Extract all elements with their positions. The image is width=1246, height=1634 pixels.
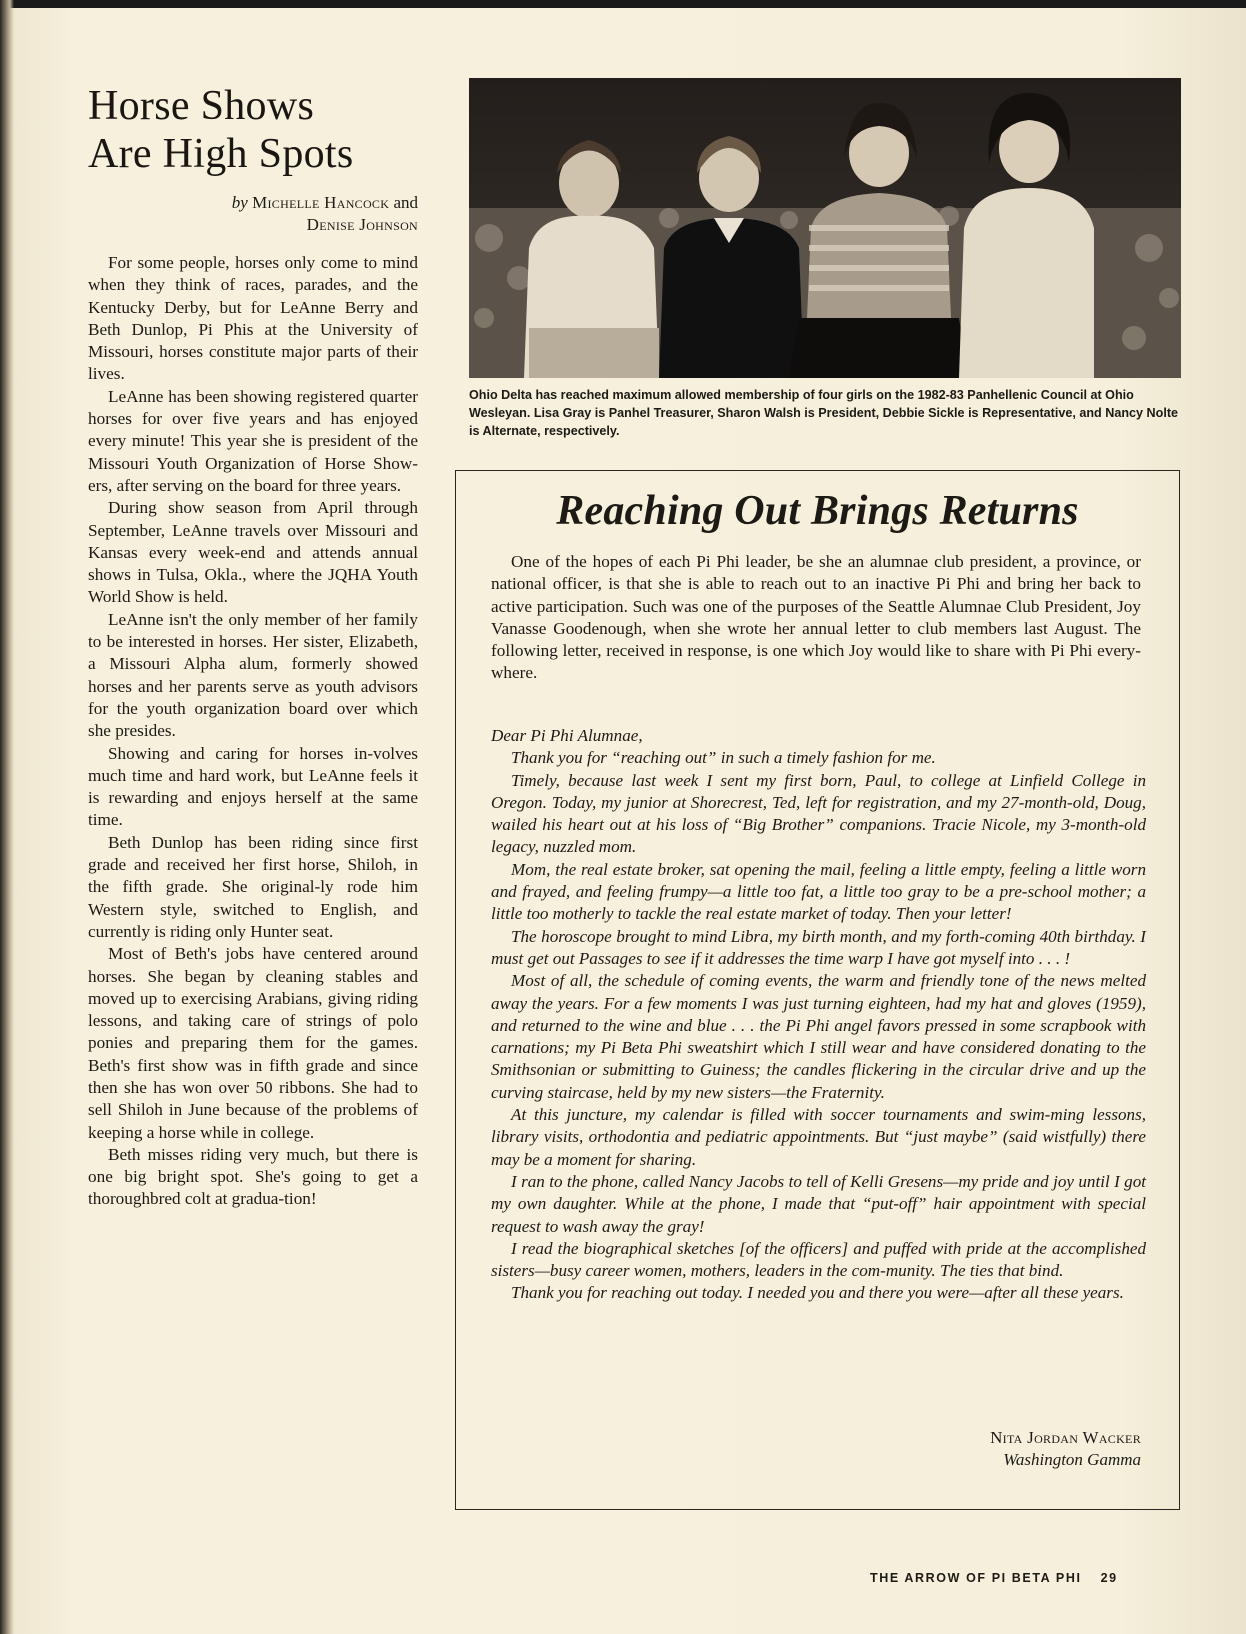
article-paragraph: For some people, horses only come to mind when they think of races, parades, and the Kentucky Derby, but for LeAnne Berry and Beth Dunlop, Pi Phis at the University of Missouri, horses constitute major parts of their lives.	[88, 253, 418, 384]
reaching-out-box	[455, 470, 1180, 1510]
signature-chapter: Washington Gamma	[1003, 1450, 1141, 1469]
page-footer	[870, 1571, 1180, 1585]
letter-paragraph: Most of all, the schedule of coming events, the warm and friendly tone of the news melted away the years. For a few moments I was just turning eighteen, had my hat and gloves (1959), and returned to the wine and blue . . . the Pi Phi angel favors pressed in some scrapbook with carnations; my Pi Beta Phi sweatshirt which I still wear and have considered donating to the Smithsonian or submitting to Guiness; the candles flickering in the circular drive and up the curving staircase, held by my new sisters—the Fraternity.	[491, 971, 1146, 1102]
article-paragraph: Showing and caring for horses in-volves much time and hard work, but LeAnne feels it is rewarding and enjoys herself at the same time.	[88, 743, 418, 830]
letter-paragraph: I ran to the phone, called Nancy Jacobs to tell of Kelli Gresens—my pride and joy until I got my own daughter. While at the phone, I made that “put-off” hair appointment with special request to wash away the gray!	[491, 1171, 1146, 1236]
reaching-out-title: Reaching Out Brings Returns	[556, 488, 1079, 534]
letter-paragraph: I read the biographical sketches [of the officers] and puffed with pride at the accomplished sisters—busy career women, mothers, leaders in the com-munity. The ties that bind.	[491, 1238, 1146, 1281]
page-number: 29	[1100, 1571, 1118, 1585]
scan-edge-left	[0, 0, 14, 1634]
letter-paragraph: Timely, because last week I sent my first born, Paul, to college at Linfield College in Oregon. Today, my junior at Shorecrest, Ted, left for registration, and my 27-month-old, Doug, wailed his heart out at his loss of “Big Brother” companions. Tracie Nicole, my 3-month-old legacy, nuzzled mom.	[491, 770, 1146, 857]
article-paragraph: During show season from April through September, LeAnne travels over Missouri and Kansas every week-end and attends annual shows in Tulsa, Okla., where the JQHA Youth World Show is held.	[88, 498, 418, 607]
group-photo-illustration	[469, 78, 1181, 378]
byline-by: by	[231, 193, 248, 212]
letter-salutation: Dear Pi Phi Alumnae,	[491, 726, 643, 745]
photo-caption: Ohio Delta has reached maximum allowed membership of four girls on the 1982-83 Panhellenic Council at Ohio Wesleyan. Lisa Gray is Panhel Treasurer, Sharon Walsh is President, Debbie Sickle is Representative, and Nancy Nolte is Alternate, respectively.	[469, 388, 1179, 438]
byline-author-2: Denise Johnson	[306, 215, 418, 234]
reaching-out-intro: One of the hopes of each Pi Phi leader, be she an alumnae club president, a province, or national officer, is that she is able to reach out to an inactive Pi Phi and bring her back to active participation. Such was one of the purposes of the Seattle Alumnae Club President, Joy Vanasse Goodenough, when she wrote her annual letter to club members last August. The following letter, received in response, is one which Joy would like to share with Pi Phi every-where.	[491, 552, 1141, 683]
article-body	[88, 252, 418, 1211]
article-paragraph: Most of Beth's jobs have centered around horses. She began by cleaning stables and moved up to exercising Arabians, giving riding lessons, and taking care of strings of polo ponies and preparing them for the games. Beth's first show was in fifth grade and since then she has won over 50 ribbons. She had to sell Shiloh in June because of the problems of keeping a horse while in college.	[88, 944, 418, 1142]
horse-shows-headline	[88, 82, 418, 178]
letter-paragraph: At this juncture, my calendar is filled with soccer tournaments and swim-ming lessons, library visits, orthodontia and pediatric appointments. But “just maybe” (said wistfully) there may be a moment for sharing.	[491, 1105, 1146, 1169]
letter-paragraph: The horoscope brought to mind Libra, my birth month, and my forth-coming 40th birthday. I must get out Passages to see if it addresses the time warp I have got myself into . . . !	[491, 926, 1146, 968]
article-paragraph: Beth misses riding very much, but there is one big bright spot. She's going to get a thoroughbred colt at gradua-tion!	[88, 1144, 418, 1209]
signature-name: Nita Jordan Wacker	[990, 1428, 1141, 1447]
scan-edge-top	[0, 0, 1246, 8]
publication-name: THE ARROW OF PI BETA PHI	[870, 1571, 1082, 1585]
article-paragraph: LeAnne isn't the only member of her family to be interested in horses. Her sister, Elizabeth, a Missouri Alpha alum, formerly showed horses and her parents serve as youth advisors for the youth organization board over which she presides.	[88, 609, 418, 741]
letter-paragraph: Thank you for reaching out today. I needed you and there you were—after all these years.	[511, 1283, 1124, 1303]
byline-author-1: Michelle Hancock	[252, 193, 390, 212]
letter-signature	[990, 1427, 1141, 1471]
byline-and: and	[393, 193, 418, 212]
letter-paragraph: Thank you for “reaching out” in such a timely fashion for me.	[511, 748, 936, 768]
letter-body	[491, 725, 1146, 1305]
headline-line-2: Are High Spots	[88, 131, 354, 177]
letter-paragraph: Mom, the real estate broker, sat opening the mail, feeling a little empty, feeling a little worn and frayed, and feeling frumpy—a little too fat, a little too gray to be a pre-school mother; a little too motherly to tackle the real estate market of today. Then your letter!	[491, 859, 1146, 924]
article-paragraph: LeAnne has been showing registered quarter horses for over five years and has enjoyed every minute! This year she is president of the Missouri Youth Organization of Horse Show-ers, after serving on the board for three years.	[88, 386, 418, 495]
group-photo	[469, 78, 1181, 378]
horse-shows-article	[88, 82, 418, 1211]
byline	[88, 192, 418, 236]
headline-line-1: Horse Shows	[88, 83, 315, 129]
article-paragraph: Beth Dunlop has been riding since first grade and received her first horse, Shiloh, in the fifth grade. She original-ly rode him Western style, switched to English, and currently is riding only Hunter seat.	[88, 832, 418, 941]
